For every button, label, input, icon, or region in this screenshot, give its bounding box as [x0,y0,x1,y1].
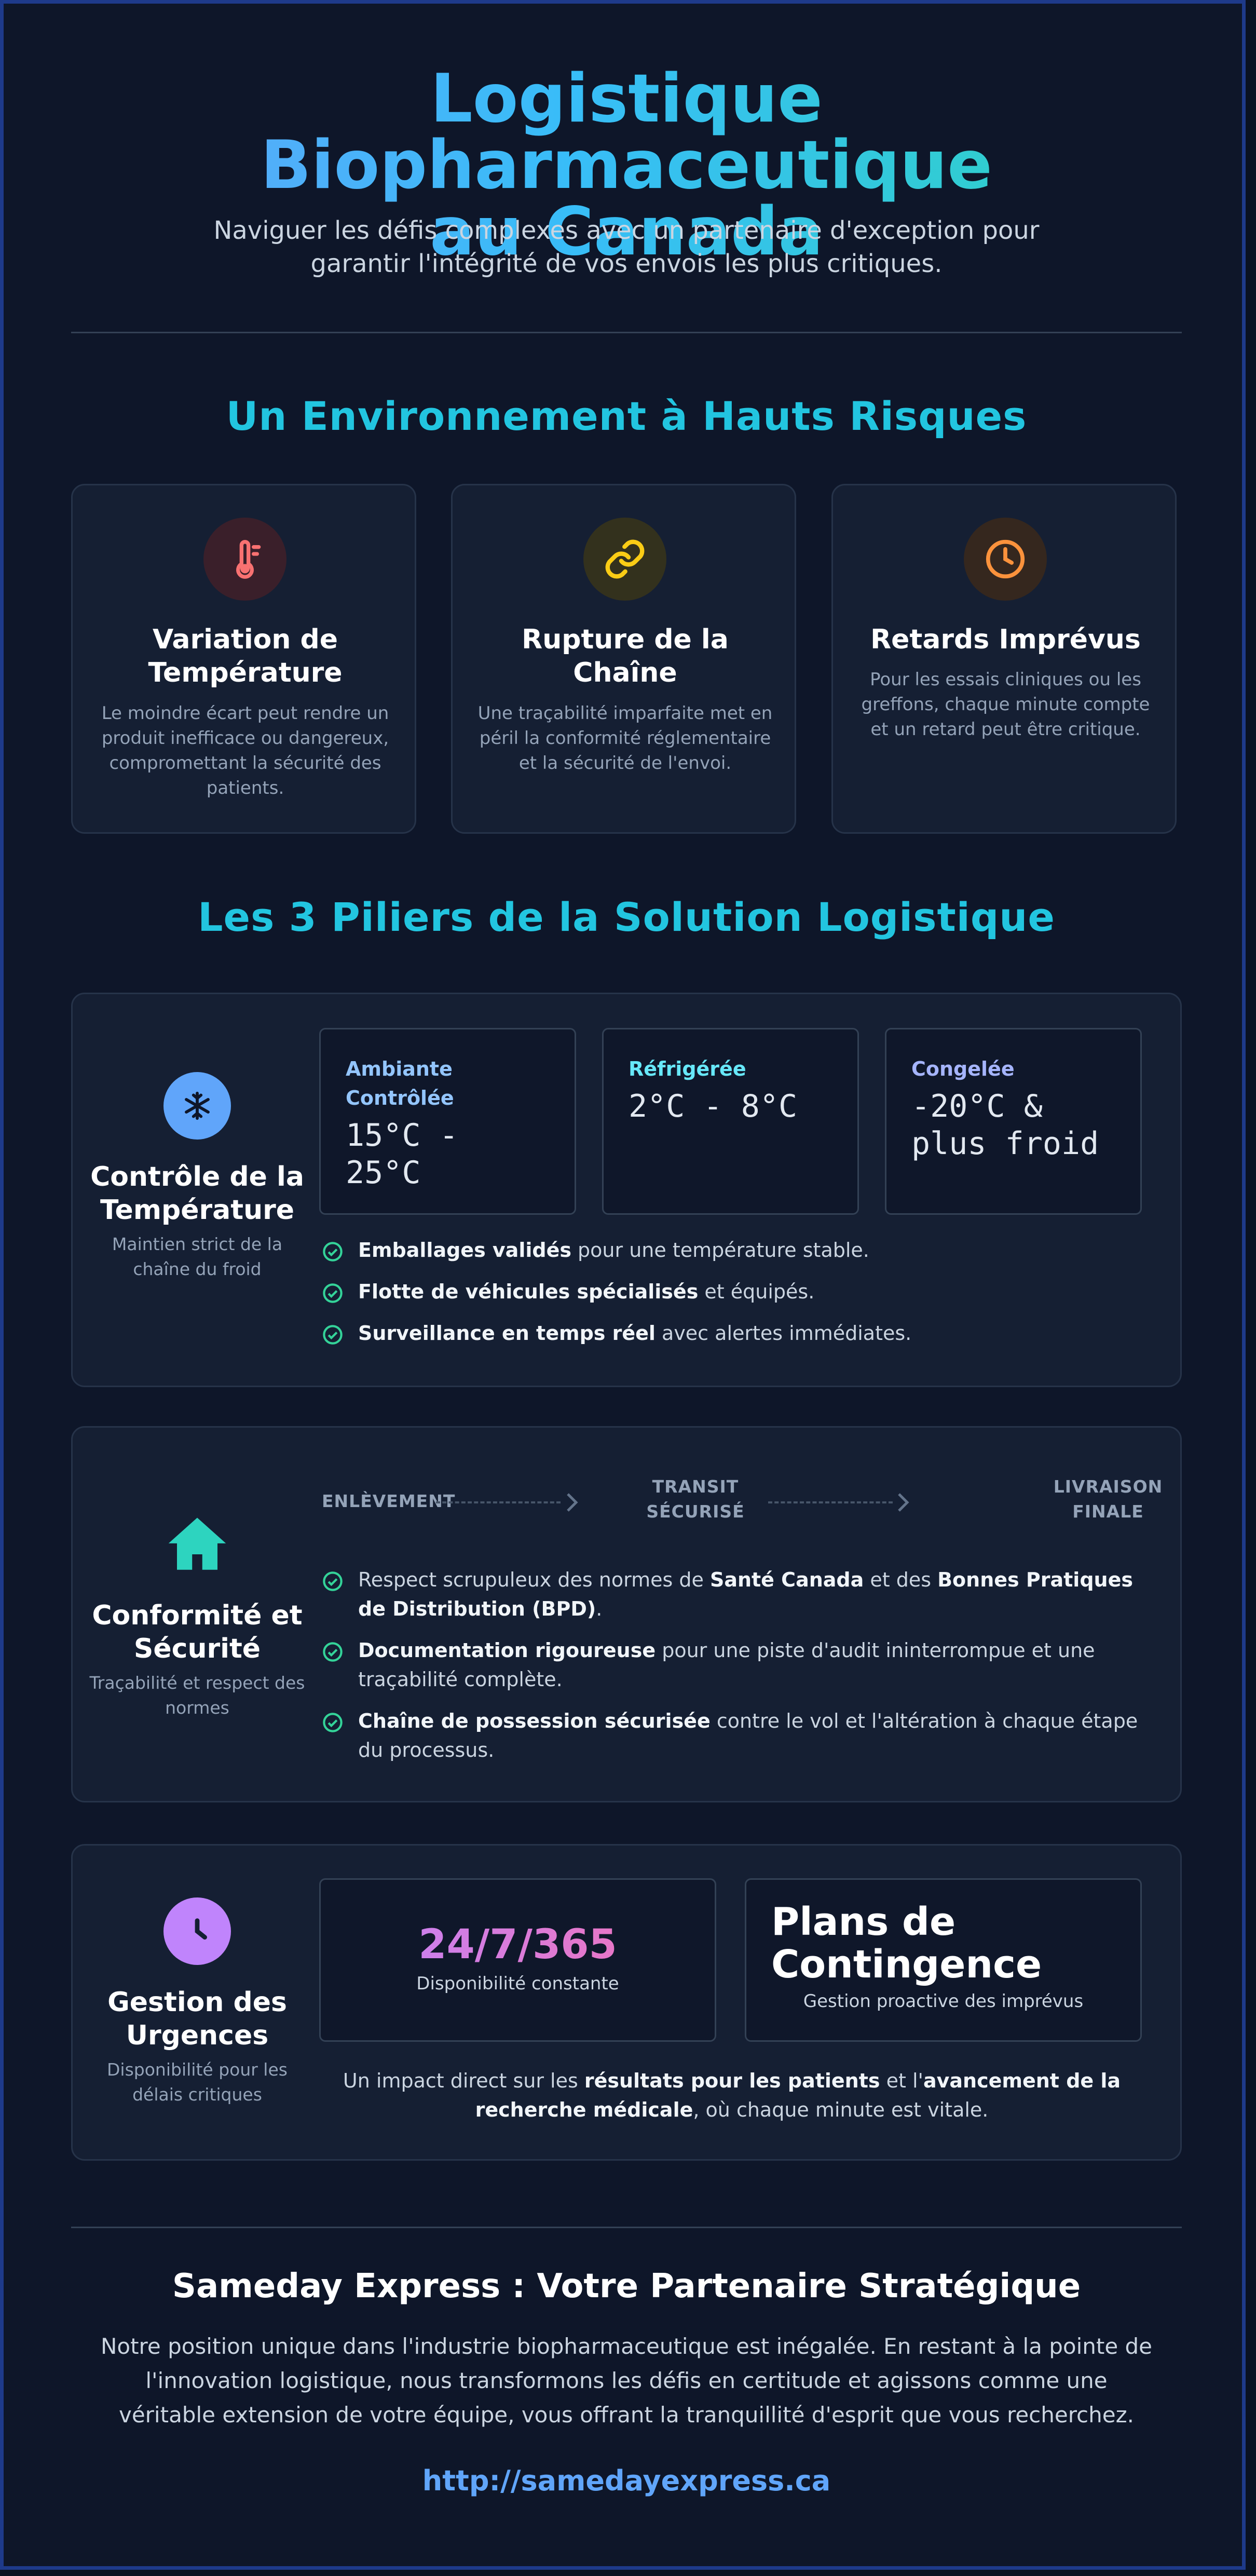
flow-step-delivery: LIVRAISON FINALE [1053,1476,1163,1522]
check-circle-icon [322,1282,344,1304]
contingency-box [745,1878,1142,2042]
chevron-right-icon [893,1490,913,1515]
temperature-range-frozen [885,1028,1142,1215]
risk-card-temperature [71,484,416,834]
temperature-feature-list [322,1236,1152,1348]
point-text: pour une piste d'audit ininterrompue et une traçabilité complète. [358,1639,1095,1691]
impact-bold: résultats pour les patients [584,2069,880,2092]
contingency-title: Plans de Contingence [771,1900,1042,1987]
footer-body: Notre position unique dans l'industrie biopharmaceutique est inégalée. En restant à la pointe de l'innovation logistique, nous transformons les défis en certitude et agissons comme une véritable extension de votre équipe, vous offrant la tranquillité d'esprit que vous recherchez. [100,2334,1153,2428]
point-bold: Santé Canada [709,1568,864,1591]
chevron-right-icon [562,1490,582,1515]
snowflake-icon [163,1072,231,1140]
point-text: avec alertes immédiates. [655,1322,912,1345]
pillar-tagline: Traçabilité et respect des normes [89,1673,305,1718]
check-circle-icon [322,1712,344,1733]
impact-text: et l' [880,2069,923,2092]
point-text: . [596,1597,603,1620]
home-icon [163,1511,231,1578]
chain-link-icon [583,518,666,601]
clock-icon [964,518,1047,601]
risk-title: Rupture de la Chaîne [522,624,729,688]
point-bold: Flotte de véhicules spécialisés [358,1280,699,1303]
point-text: Respect scrupuleux des normes de [358,1568,710,1591]
impact-statement [332,2066,1131,2124]
list-item [322,1277,1152,1306]
availability-label: Disponibilité constante [416,1973,619,1994]
flow-connector [436,1501,561,1503]
range-label: Congelée [911,1057,1015,1080]
footer-title: Sameday Express : Votre Partenaire Stratégique [172,2267,1081,2306]
list-item [322,1236,1152,1265]
point-bold: Bonnes Pratiques de Distribution (BPD) [358,1568,1133,1620]
availability-box [319,1878,716,2042]
risks-section-title: Un Environnement à Hauts Risques [226,393,1027,439]
range-value: -20°C & plus froid [911,1088,1099,1162]
pillar-name: Conformité et Sécurité [92,1600,303,1664]
pillar-temperature [71,993,1182,1387]
range-value: 15°C - 25°C [346,1117,458,1191]
point-text: contre le vol et l'altération à chaque étape du processus. [358,1710,1138,1761]
point-bold: Chaîne de possession sécurisée [358,1710,711,1732]
flow-step-pickup: ENLÈVEMENT [322,1491,456,1511]
pillars-section-title: Les 3 Piliers de la Solution Logistique [198,894,1055,940]
pillar-name: Gestion des Urgences [107,1987,287,2051]
risk-description: Pour les essais cliniques ou les greffons, chaque minute compte et un retard peut être critique. [861,669,1150,740]
temperature-range-refrigerated [602,1028,859,1215]
range-label: Réfrigérée [629,1057,746,1080]
risk-card-chain [451,484,796,834]
temperature-range-ambient [319,1028,576,1215]
availability-value: 24/7/365 [321,1921,715,1968]
pillar-compliance [71,1426,1182,1802]
flow-step-transit: TRANSIT SÉCURISÉ [646,1476,745,1522]
point-bold: Documentation rigoureuse [358,1639,656,1662]
page-subtitle: Naviguer les défis complexes avec un partenaire d'exception pour garantir l'intégrité de vos envois les plus critiques. [213,216,1040,278]
risk-title: Variation de Température [148,624,343,688]
website-link[interactable]: http://samedayexpress.ca [422,2464,831,2497]
point-text: et équipés. [698,1280,815,1303]
pillar-tagline: Disponibilité pour les délais critiques [107,2059,288,2105]
pillar-urgency [71,1844,1182,2161]
impact-bold: avancement de la recherche médicale [475,2069,1121,2121]
pillar-side [83,1897,311,2107]
divider [71,332,1182,333]
point-bold: Surveillance en temps réel [358,1322,656,1345]
risk-description: Une traçabilité imparfaite met en péril la conformité réglementaire et la sécurité de l'envoi. [477,703,773,774]
clock-icon [163,1897,231,1965]
list-item [322,1319,1152,1348]
point-bold: Emballages validés [358,1239,571,1262]
flow-connector [768,1501,893,1503]
impact-text: Un impact direct sur les [343,2069,584,2092]
title-line-2: au Canada [430,193,823,270]
point-text: pour une température stable. [571,1239,869,1262]
check-circle-icon [322,1324,344,1346]
check-circle-icon [322,1641,344,1663]
list-item [322,1565,1152,1623]
pillar-side [83,1072,311,1282]
check-circle-icon [322,1570,344,1592]
risk-card-delays [831,484,1177,834]
title-line-1: Logistique Biopharmaceutique [261,60,992,204]
check-circle-icon [322,1241,344,1263]
pillar-name: Contrôle de la Température [90,1161,304,1226]
point-text: et des [864,1568,938,1591]
impact-text: , où chaque minute est vitale. [693,2098,989,2121]
range-value: 2°C - 8°C [629,1088,798,1124]
pillar-tagline: Maintien strict de la chaîne du froid [112,1234,283,1279]
compliance-feature-list [322,1565,1152,1765]
risk-title: Retards Imprévus [870,624,1141,655]
thermometer-icon [203,518,286,601]
contingency-label: Gestion proactive des imprévus [803,1991,1084,2012]
list-item [322,1636,1152,1694]
risk-description: Le moindre écart peut rendre un produit inefficace ou dangereux, compromettant la sécurité des patients. [101,703,389,798]
divider [71,2227,1182,2228]
pillar-side [83,1511,311,1720]
process-flow [322,1474,1163,1531]
list-item [322,1706,1152,1765]
range-label: Ambiante Contrôlée [346,1057,454,1109]
